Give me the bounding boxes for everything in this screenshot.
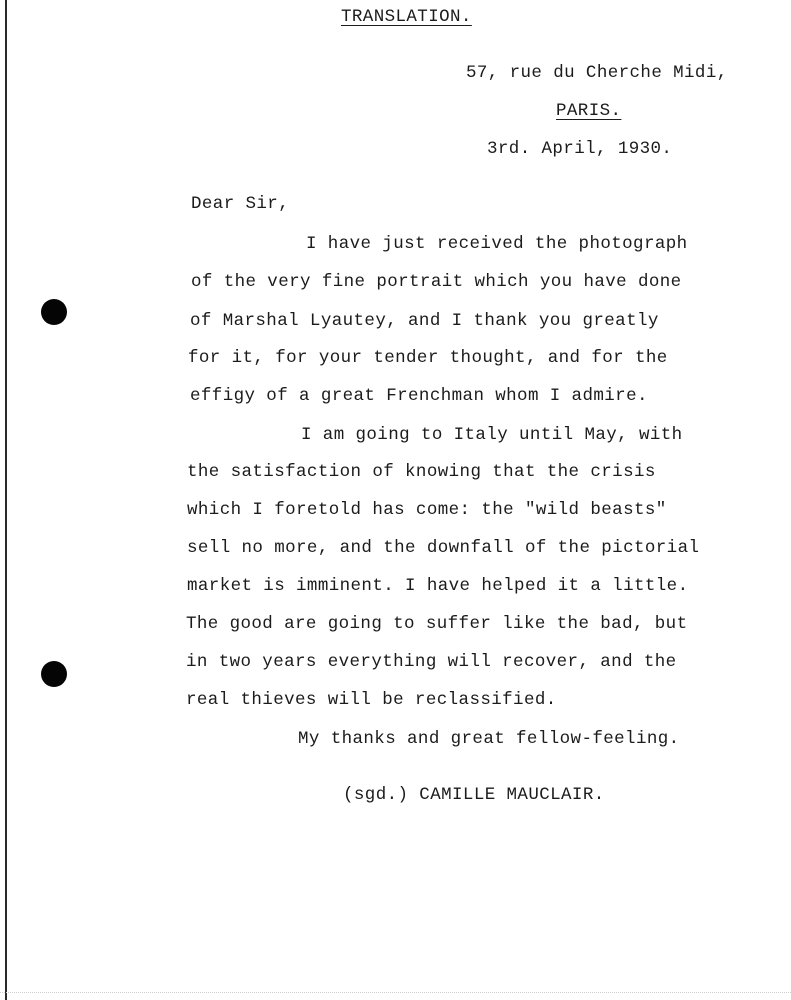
body-line: of the very fine portrait which you have done — [191, 272, 682, 292]
body-line: I have just received the photograph — [306, 234, 688, 254]
punch-hole — [41, 299, 67, 325]
body-line: The good are going to suffer like the bad, but — [186, 614, 688, 634]
punch-hole — [41, 661, 67, 687]
closing-line: My thanks and great fellow-feeling. — [298, 729, 680, 749]
letter-date: 3rd. April, 1930. — [487, 139, 673, 159]
body-line: I am going to Italy until May, with — [301, 425, 683, 445]
body-line: real thieves will be reclassified. — [186, 690, 557, 710]
body-line: for it, for your tender thought, and for the — [188, 348, 668, 368]
salutation: Dear Sir, — [191, 194, 290, 214]
body-line: market is imminent. I have helped it a little. — [187, 576, 689, 596]
body-line: of Marshal Lyautey, and I thank you greatly — [190, 311, 659, 331]
body-line: effigy of a great Frenchman whom I admire. — [190, 386, 648, 406]
sender-city: PARIS. — [556, 101, 622, 121]
body-line: the satisfaction of knowing that the crisis — [187, 462, 656, 482]
document-heading: TRANSLATION. — [341, 7, 472, 27]
body-line: in two years everything will recover, and the — [186, 652, 677, 672]
body-line: sell no more, and the downfall of the pictorial — [187, 538, 700, 558]
page-left-edge — [5, 0, 7, 1000]
body-line: which I foretold has come: the "wild beasts" — [187, 500, 667, 520]
signature: (sgd.) CAMILLE MAUCLAIR. — [343, 785, 605, 805]
sender-street-address: 57, rue du Cherche Midi, — [466, 63, 728, 83]
scan-edge-noise — [0, 992, 791, 994]
